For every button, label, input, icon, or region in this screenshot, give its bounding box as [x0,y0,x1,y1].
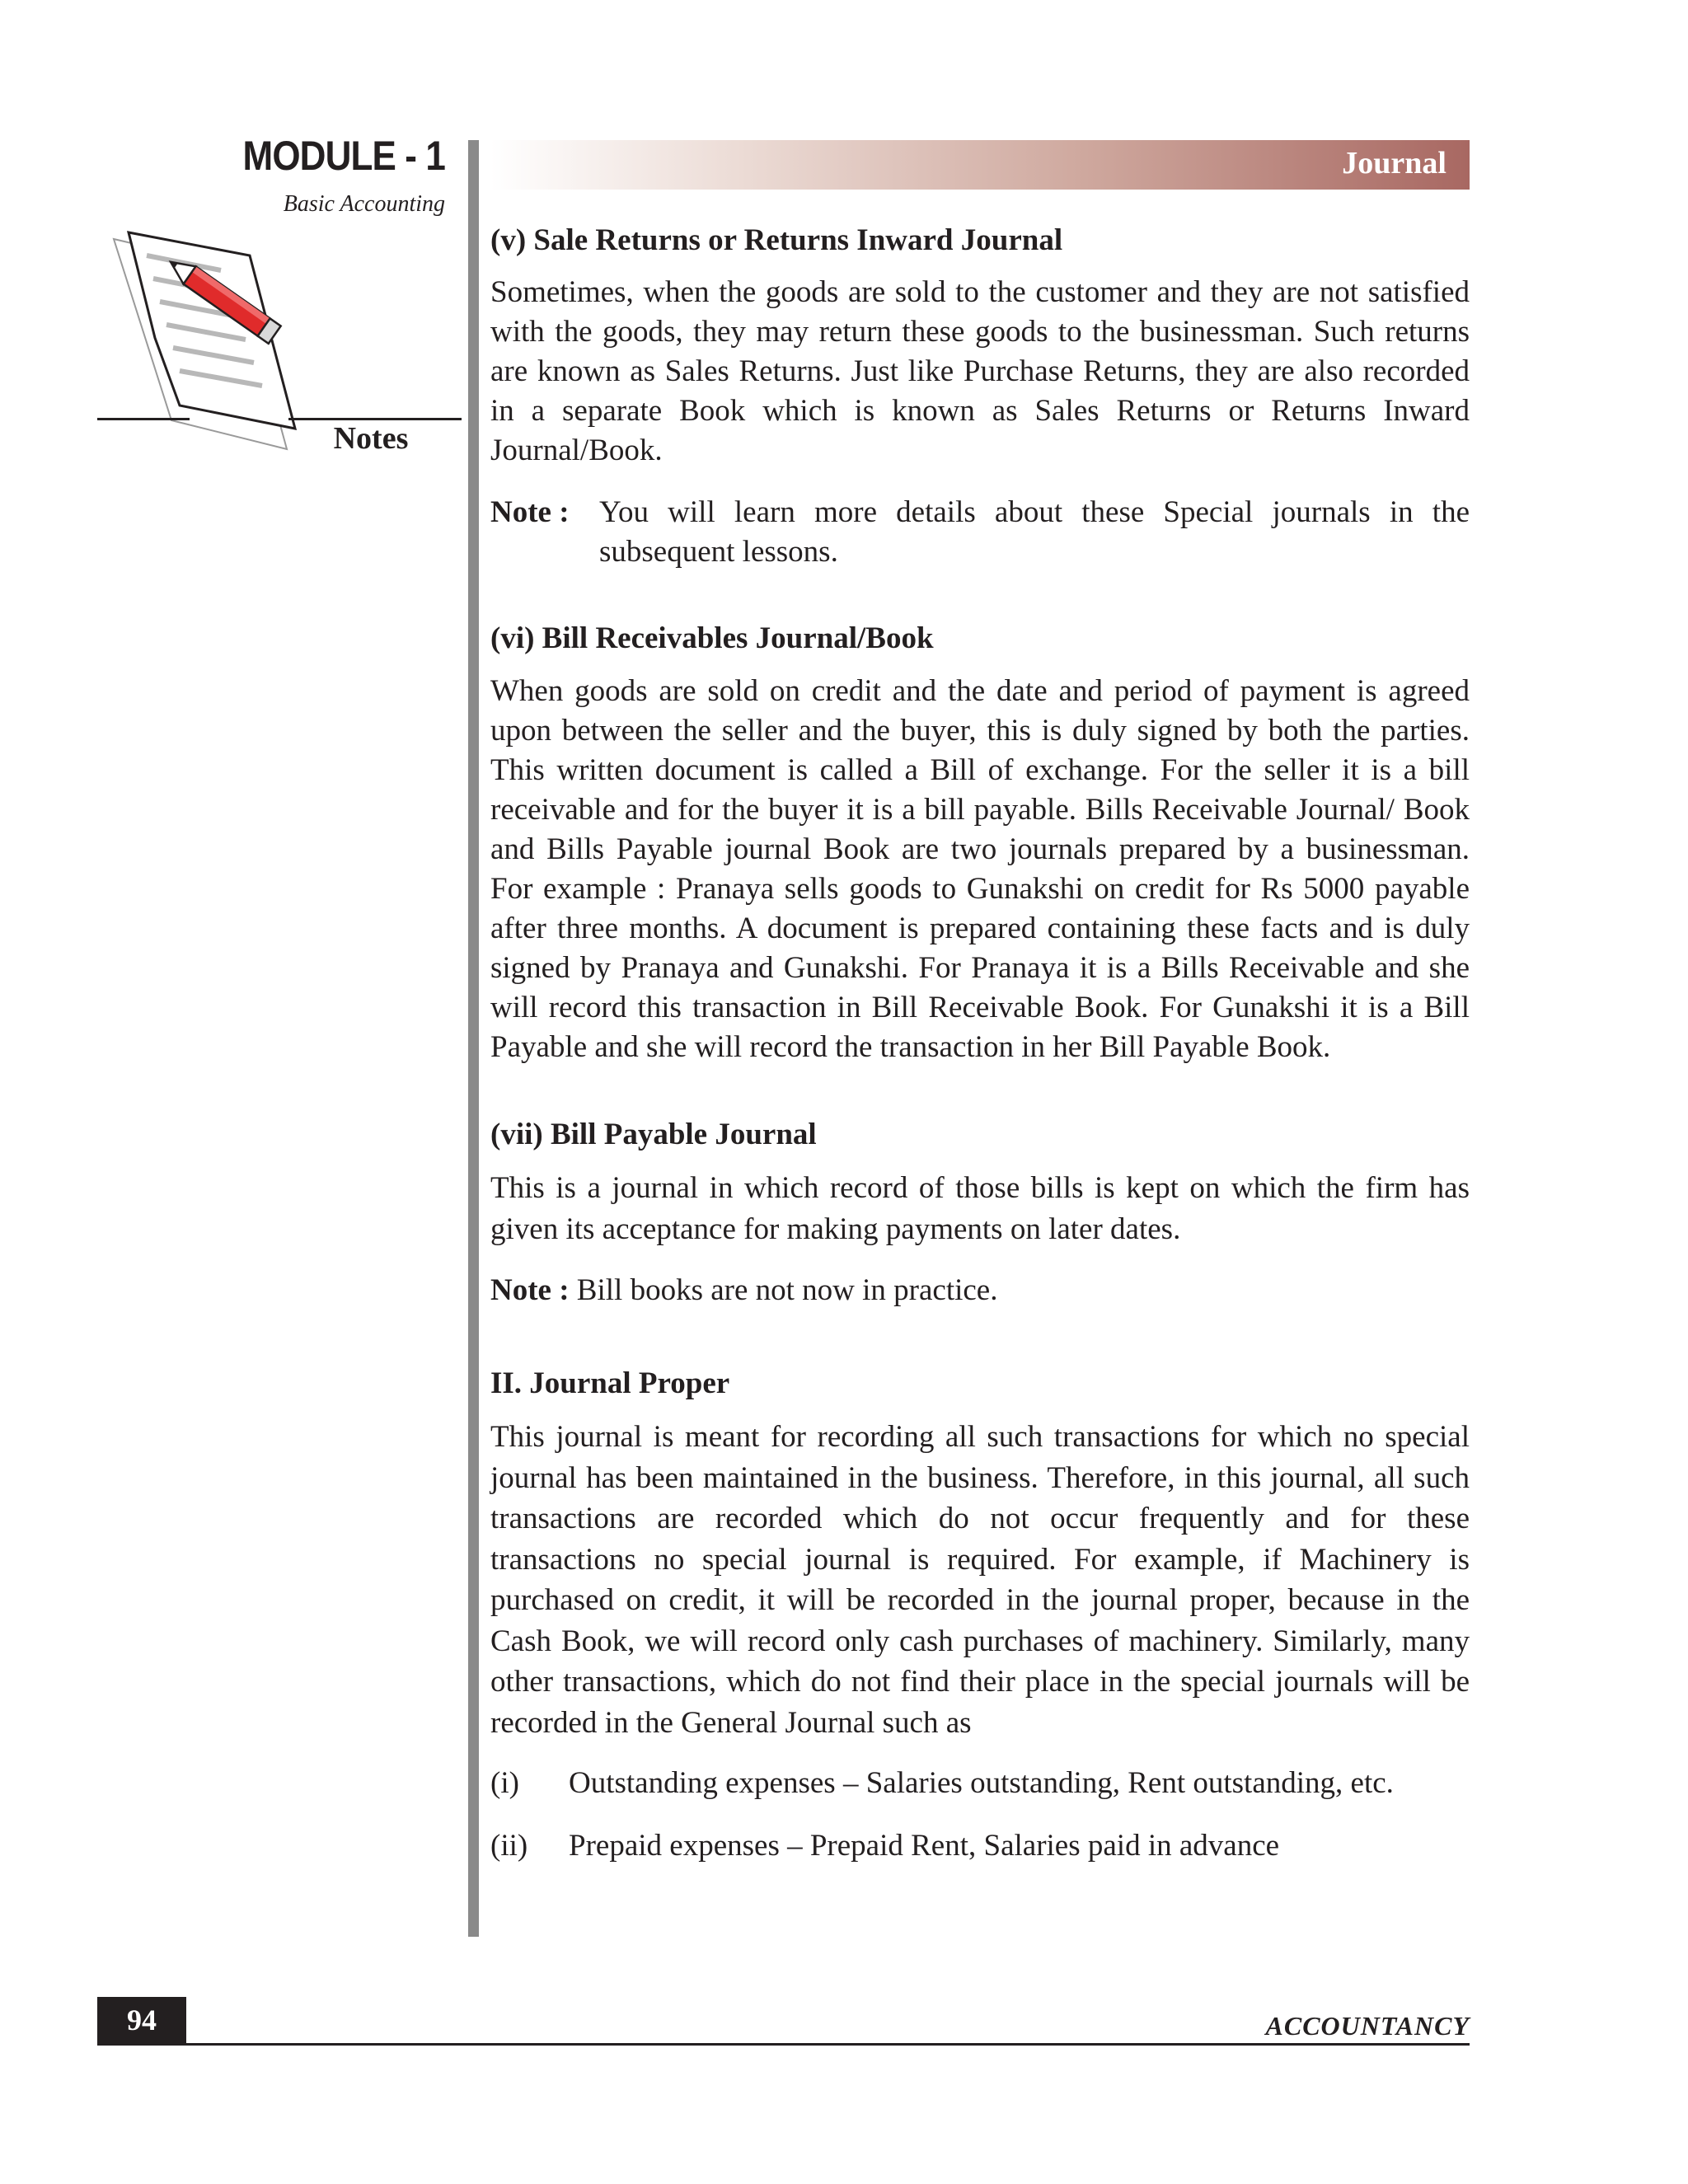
list-item-number: (i) [490,1766,519,1800]
section-v-note [490,493,1470,572]
section-v-title: (v) Sale Returns or Returns Inward Journal [490,223,1063,257]
margin-divider [468,140,479,1937]
note-label: Note : [490,1273,570,1307]
section-vii-title: (vii) Bill Payable Journal [490,1118,817,1151]
section-vi-paragraph: When goods are sold on credit and the date and period of payment is agreed upon between the seller and the buyer, this is duly signed by both the parties. This written document is called a Bill of exchange. For the seller it is a bill receivable and for the buyer it is a bill payable. Bills Receivable Journal/ Book and Bills Payable journal Book are two journals prepared by a businessman. For example : Pranaya sells goods to Gunakshi on credit for Rs 5000 payable after three months. A document is prepared containing these facts and is duly signed by Pranaya and Gunakshi. For Pranaya it is a Bills Receivable and she will record this transaction in Bill Receivable Book. For Gunakshi it is a Bill Payable and she will record the transaction in her Bill Payable Book. [490,674,1470,1064]
section-v-paragraph: Sometimes, when the goods are sold to the customer and they are not satisfied with the goods, they may return these goods to the businessman. Such returns are known as Sales Returns. Just like Purchase Returns, they are also recorded in a separate Book which is known as Sales Returns or Returns Inward Journal/Book. [490,275,1470,467]
footer-book-title: ACCOUNTANCY [1265,2011,1470,2041]
note-label: Note : [490,495,570,529]
list-item [490,1764,1470,1803]
section-vi-title: (vi) Bill Receivables Journal/Book [490,621,934,655]
section-ii-title: II. Journal Proper [490,1366,730,1400]
section-vii-note [490,1271,1470,1310]
header-section-label: Journal [1342,146,1447,180]
list-item-text: Prepaid expenses – Prepaid Rent, Salaries paid in advance [569,1829,1280,1863]
module-subtitle: Basic Accounting [283,191,445,217]
list-item [490,1826,1470,1866]
section-vii-paragraph: This is a journal in which record of those bills is kept on which the firm has given its acceptance for making payments on later dates. [490,1171,1470,1246]
list-item-text: Outstanding expenses – Salaries outstanding, Rent outstanding, etc. [569,1766,1394,1800]
note-text: You will learn more details about these Special journals in the subsequent lessons. [599,495,1470,569]
header-band [490,140,1470,190]
list-item-number: (ii) [490,1829,528,1863]
module-title: MODULE - 1 [242,133,445,179]
footer-rule [97,2043,1470,2046]
main-content [490,221,1470,1889]
page-number: 94 [97,1997,186,2045]
section-ii-paragraph: This journal is meant for recording all such transactions for which no special journal has been maintained in the business. Therefore, in this journal, all such transactions are recorded which do not occur frequently and for these transactions no special journal is required. For example, if Machinery is purchased on credit, it will be recorded in the journal proper, because in the Cash Book, we will record only cash purchases of machinery. Similarly, many other transactions, which do not find their place in the special journals will be recorded in the General Journal such as [490,1420,1470,1740]
notes-rule-left [97,418,190,420]
notes-label: Notes [333,421,409,456]
notepad-pencil-icon [97,223,312,457]
note-text: Bill books are not now in practice. [576,1273,998,1307]
